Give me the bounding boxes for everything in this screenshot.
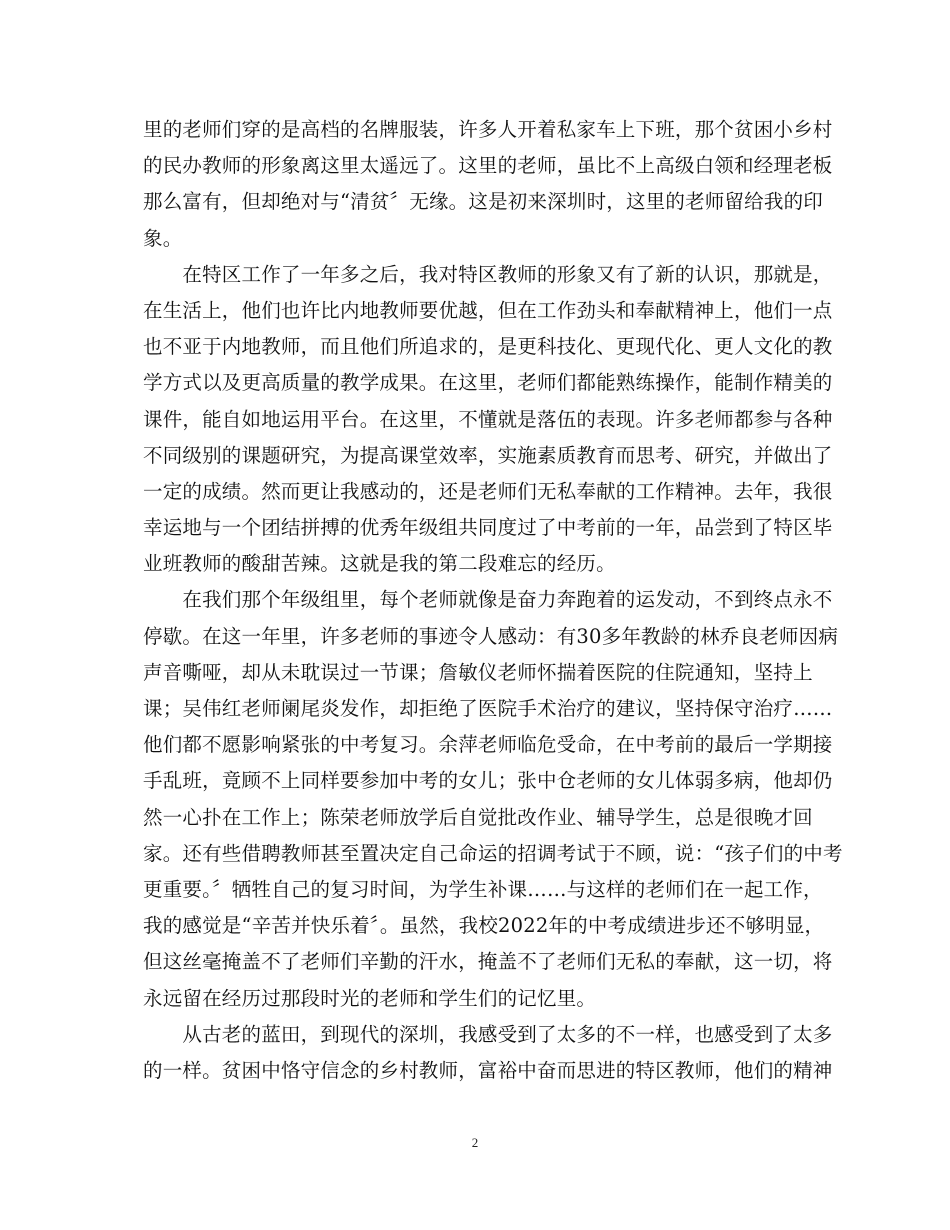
text-line: 然一心扑在工作上；陈荣老师放学后自觉批改作业、辅导学生，总是很晚才回 (143, 805, 813, 829)
text-line: 一定的成绩。然而更让我感动的，还是老师们无私奉献的工作精神。去年，我很 (143, 479, 833, 503)
text-line: 家。还有些借聘教师甚至置决定自己命运的招调考试于不顾，说：“孩子们的中考 (143, 841, 843, 865)
text-line: 里的老师们穿的是高档的名牌服装，许多人开着私家车上下班，那个贫困小乡村 (143, 118, 833, 141)
text-line: 停歇。在这一年里，许多老师的事迹令人感动：有30多年教龄的林乔良老师因病 (143, 624, 839, 648)
text-line: 他们都不愿影响紧张的中考复习。余萍老师临危受命，在中考前的最后一学期接 (143, 733, 833, 757)
body-text (143, 112, 843, 1089)
text-line: 业班教师的酸甜苦辣。这就是我的第二段难忘的经历。 (143, 552, 616, 576)
text-line: 在特区工作了一年多之后，我对特区教师的形象又有了新的认识，那就是， (143, 262, 833, 286)
text-line: 象。 (143, 226, 183, 250)
text-line: 声音嘶哑，却从未耽误过一节课；詹敏仪老师怀揣着医院的住院通知，坚持上 (143, 660, 813, 684)
page-number: 2 (471, 1135, 479, 1150)
text-line: 更重要。〞牺牲自己的复习时间，为学生补课……与这样的老师们在一起工作， (143, 877, 823, 901)
text-line: 从古老的蓝田，到现代的深圳，我感受到了太多的不一样，也感受到了太多 (143, 1022, 833, 1046)
text-line: 课件，能自如地运用平台。在这里，不懂就是落伍的表现。许多老师都参与各种 (143, 407, 833, 431)
text-line: 课；吴伟红老师阑尾炎发作，却拒绝了医院手术治疗的建议，坚持保守治疗…… (143, 697, 833, 720)
text-line: 的一样。贫困中恪守信念的乡村教师，富裕中奋而思进的特区教师，他们的精神 (143, 1058, 833, 1082)
text-line: 永远留在经历过那段时光的老师和学生们的记忆里。 (143, 986, 597, 1010)
text-line: 的民办教师的形象离这里太遥远了。这里的老师，虽比不上高级白领和经理老板 (143, 154, 833, 178)
text-line: 在我们那个年级组里，每个老师就像是奋力奔跑着的运发动，不到终点永不 (143, 588, 833, 612)
text-line: 但这丝毫掩盖不了老师们辛勤的汗水，掩盖不了老师们无私的奉献，这一切，将 (143, 950, 833, 974)
text-line: 手乱班，竟顾不上同样要参加中考的女儿；张中仓老师的女儿体弱多病，他却仍 (143, 769, 833, 793)
text-line: 在生活上，他们也许比内地教师要优越，但在工作劲头和奉献精神上，他们一点 (143, 298, 833, 322)
text-line: 我的感觉是“辛苦并快乐着〞。虽然，我校2022年的中考成绩进步还不够明显， (143, 914, 825, 938)
text-line: 学方式以及更高质量的教学成果。在这里，老师们都能熟练操作，能制作精美的 (143, 371, 833, 395)
text-line: 也不亚于内地教师，而且他们所追求的，是更科技化、更现代化、更人文化的教 (143, 335, 833, 359)
text-line: 那么富有，但却绝对与“清贫〞无缘。这是初来深圳时，这里的老师留给我的印 (143, 190, 823, 214)
text-line: 幸运地与一个团结拼搏的优秀年级组共同度过了中考前的一年，品尝到了特区毕 (143, 516, 833, 540)
text-line: 不同级别的课题研究，为提高课堂效率，实施素质教育而思考、研究，并做出了 (143, 443, 833, 467)
